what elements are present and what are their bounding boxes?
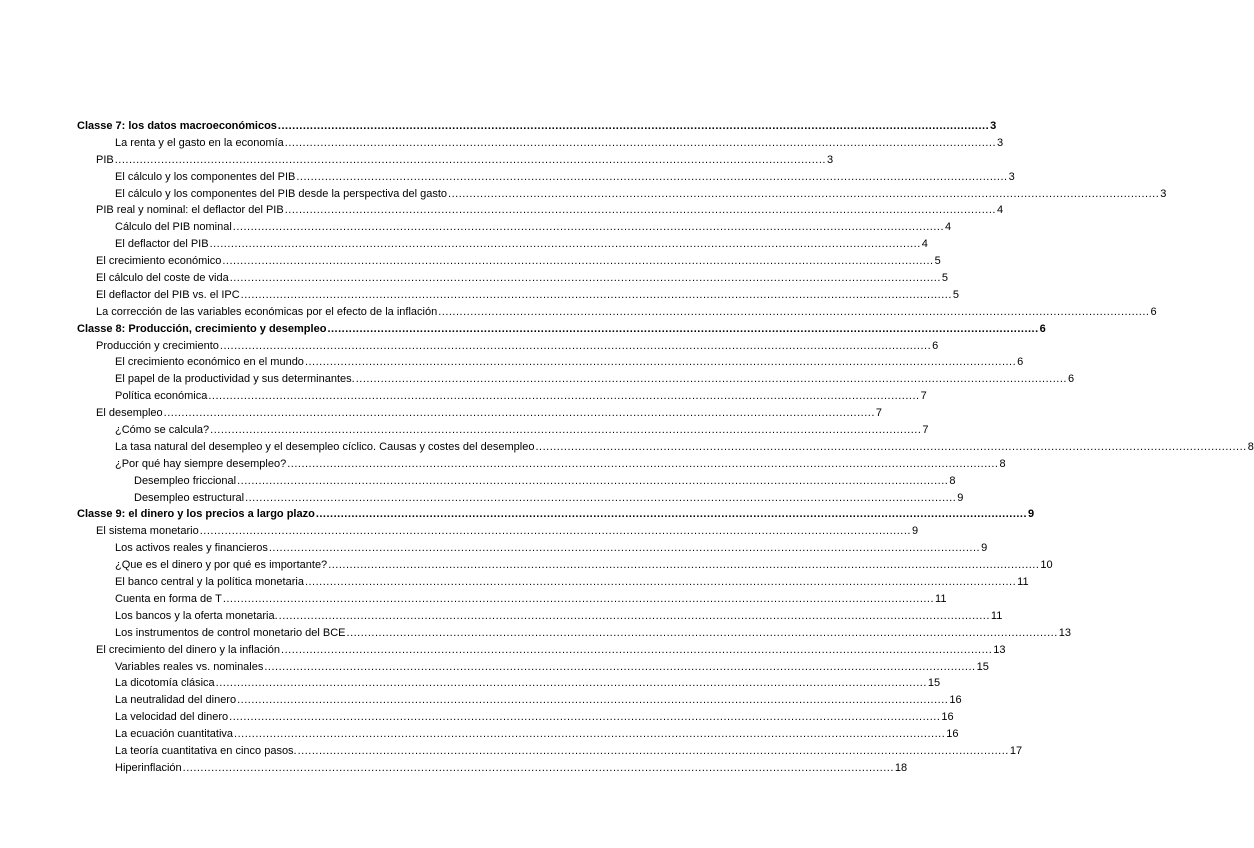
- toc-leader-dots: ........................................................................................................................................................................................................: [182, 761, 894, 774]
- toc-entry-title: La corrección de las variables económicas por el efecto de la inflación: [96, 305, 438, 318]
- toc-leader-dots: ........................................................................................................................................................................................................: [229, 272, 941, 285]
- toc-leader-dots: ........................................................................................................................................................................................................: [234, 728, 946, 741]
- toc-entry-title: PIB: [96, 153, 114, 166]
- toc-entry-page: 11: [990, 609, 1003, 622]
- toc-entry-title: El deflactor del PIB vs. el IPC: [96, 288, 240, 301]
- toc-entry-page: 6: [1150, 305, 1157, 318]
- toc-entry-page: 4: [945, 221, 952, 234]
- toc-entry[interactable]: [77, 642, 1006, 659]
- toc-entry-title: El sistema monetario: [96, 525, 199, 538]
- toc-entry-page: 8: [1247, 440, 1254, 453]
- toc-entry-page: 9: [957, 491, 964, 504]
- toc-entry-page: 16: [946, 728, 959, 741]
- toc-leader-dots: ........................................................................................................................................................................................................: [284, 204, 996, 217]
- toc-leader-dots: ........................................................................................................................................................................................................: [287, 457, 999, 470]
- toc-leader-dots: ........................................................................................................................................................................................................: [237, 474, 949, 487]
- toc-leader-dots: ........................................................................................................................................................................................................: [328, 559, 1040, 572]
- toc-entry-title: La neutralidad del dinero: [115, 694, 237, 707]
- toc-leader-dots: ........................................................................................................................................................................................................: [304, 356, 1017, 369]
- toc-entry-title: El crecimiento del dinero y la inflación: [96, 643, 281, 656]
- toc-leader-dots: ........................................................................................................................................................................................................: [355, 373, 1067, 386]
- toc-entry-page: 17: [1009, 744, 1023, 757]
- toc-leader-dots: ........................................................................................................................................................................................................: [240, 288, 952, 301]
- toc-leader-dots: ........................................................................................................................................................................................................: [327, 322, 1039, 335]
- toc-entry-page: 9: [911, 525, 919, 538]
- toc-entry[interactable]: [77, 236, 928, 253]
- toc-entry[interactable]: [77, 675, 941, 692]
- toc-entry[interactable]: [77, 253, 941, 270]
- toc-entry[interactable]: [77, 523, 919, 540]
- toc-entry[interactable]: [77, 490, 964, 507]
- toc-entry-page: 7: [875, 407, 883, 420]
- toc-leader-dots: ........................................................................................................................................................................................................: [264, 660, 976, 673]
- toc-entry-title: Classe 9: el dinero y los precios a largo plazo: [77, 508, 315, 521]
- toc-entry[interactable]: [77, 608, 1003, 625]
- toc-entry-title: El cálculo y los componentes del PIB: [115, 170, 296, 183]
- toc-leader-dots: ........................................................................................................................................................................................................: [208, 390, 920, 403]
- toc-entry-title: ¿Por qué hay siempre desempleo?: [115, 457, 287, 470]
- toc-entry[interactable]: [77, 186, 1167, 203]
- toc-entry[interactable]: [77, 422, 929, 439]
- toc-entry-page: 7: [920, 390, 927, 403]
- toc-entry-page: 5: [952, 288, 960, 301]
- toc-leader-dots: ........................................................................................................................................................................................................: [210, 424, 922, 437]
- toc-entry[interactable]: [77, 371, 1075, 388]
- toc-leader-dots: ........................................................................................................................................................................................................: [296, 170, 1008, 183]
- toc-leader-dots: ........................................................................................................................................................................................................: [199, 525, 911, 538]
- toc-entry-title: Hiperinflación: [115, 761, 182, 774]
- toc-leader-dots: ........................................................................................................................................................................................................: [277, 120, 990, 132]
- toc-entry[interactable]: [77, 287, 960, 304]
- toc-entry[interactable]: [77, 338, 939, 355]
- toc-entry[interactable]: [77, 760, 908, 777]
- toc-entry-page: 3: [826, 153, 834, 166]
- toc-leader-dots: ........................................................................................................................................................................................................: [215, 677, 927, 690]
- toc-entry[interactable]: [77, 304, 1157, 321]
- toc-entry-title: La teoría cuantitativa en cinco pasos.: [115, 744, 297, 757]
- toc-leader-dots: ........................................................................................................................................................................................................: [229, 711, 941, 724]
- toc-leader-dots: ........................................................................................................................................................................................................: [438, 305, 1150, 318]
- toc-leader-dots: ........................................................................................................................................................................................................: [219, 339, 932, 352]
- toc-leader-dots: ........................................................................................................................................................................................................: [245, 491, 957, 504]
- toc-leader-dots: ........................................................................................................................................................................................................: [346, 626, 1058, 639]
- toc-entry-title: Classe 8: Producción, crecimiento y desempleo: [77, 322, 327, 335]
- toc-entry-page: 3: [1160, 187, 1167, 200]
- toc-entry-title: El cálculo del coste de vida: [96, 272, 229, 285]
- toc-entry-title: Cuenta en forma de T: [115, 592, 222, 605]
- toc-leader-dots: ........................................................................................................................................................................................................: [304, 576, 1017, 589]
- toc-entry-page: 16: [941, 711, 954, 724]
- toc-entry-title: Cálculo del PIB nominal: [115, 221, 232, 234]
- toc-entry[interactable]: [77, 709, 954, 726]
- toc-entry[interactable]: [77, 219, 952, 236]
- toc-entry-title: La velocidad del dinero: [115, 711, 229, 724]
- toc-entry-title: La ecuación cuantitativa: [115, 728, 234, 741]
- toc-entry-title: La tasa natural del desempleo y el desempleo cíclico. Causas y costes del desempleo: [115, 440, 535, 453]
- toc-entry[interactable]: [77, 456, 1006, 473]
- toc-entry-title: El deflactor del PIB: [115, 238, 209, 251]
- toc-entry-title: Producción y crecimiento: [96, 339, 219, 352]
- toc-entry-title: El crecimiento económico: [96, 255, 222, 268]
- toc-entry-page: 13: [1058, 626, 1071, 639]
- toc-entry[interactable]: [77, 506, 1035, 523]
- toc-entry-page: 5: [941, 272, 949, 285]
- toc-entry[interactable]: [77, 557, 1053, 574]
- toc-entry-page: 15: [927, 677, 941, 690]
- toc-leader-dots: ........................................................................................................................................................................................................: [297, 744, 1009, 757]
- toc-entry[interactable]: [77, 625, 1071, 642]
- toc-entry[interactable]: [77, 726, 959, 743]
- toc-entry-page: 4: [921, 238, 928, 251]
- toc-entry-page: 18: [894, 761, 908, 774]
- toc-entry-page: 3: [1008, 170, 1015, 183]
- toc-entry-page: 8: [999, 457, 1006, 470]
- toc-entry-page: 3: [990, 120, 997, 132]
- toc-leader-dots: ........................................................................................................................................................................................................: [535, 440, 1247, 453]
- toc-entry-page: 4: [996, 204, 1004, 217]
- toc-entry[interactable]: [77, 659, 989, 676]
- toc-entry-title: Variables reales vs. nominales: [115, 660, 264, 673]
- toc-entry[interactable]: [77, 405, 883, 422]
- toc-leader-dots: ........................................................................................................................................................................................................: [222, 255, 934, 268]
- toc-entry-page: 16: [949, 694, 962, 707]
- toc-entry-title: El cálculo y los componentes del PIB desde la perspectiva del gasto: [115, 187, 448, 200]
- toc-leader-dots: ........................................................................................................................................................................................................: [278, 609, 990, 622]
- toc-leader-dots: ........................................................................................................................................................................................................: [237, 694, 949, 707]
- toc-entry-title: Classe 7: los datos macroeconómicos: [77, 120, 277, 132]
- toc-leader-dots: ........................................................................................................................................................................................................: [163, 407, 875, 420]
- toc-entry-title: Los bancos y la oferta monetaria.: [115, 609, 278, 622]
- toc-leader-dots: ........................................................................................................................................................................................................: [315, 508, 1028, 521]
- toc-entry[interactable]: [77, 473, 956, 490]
- toc-entry-title: Desempleo friccional: [134, 474, 237, 487]
- toc-entry-page: 6: [1017, 356, 1024, 369]
- toc-entry-title: La dicotomía clásica: [115, 677, 215, 690]
- toc-leader-dots: ........................................................................................................................................................................................................: [222, 592, 935, 605]
- toc-entry[interactable]: [77, 270, 949, 287]
- toc-entry[interactable]: [77, 135, 1004, 152]
- toc-entry-page: 11: [935, 592, 947, 605]
- table-of-contents: [77, 118, 1254, 777]
- toc-entry-title: ¿Que es el dinero y por qué es importante?: [115, 559, 328, 572]
- toc-entry-page: 13: [993, 643, 1006, 656]
- toc-entry[interactable]: [77, 354, 1024, 371]
- toc-leader-dots: ........................................................................................................................................................................................................: [114, 153, 826, 166]
- toc-entry[interactable]: [77, 439, 1254, 456]
- toc-entry[interactable]: [77, 118, 997, 135]
- toc-entry-title: Política económica: [115, 390, 208, 403]
- toc-entry-page: 9: [1028, 508, 1035, 521]
- toc-entry-title: El papel de la productividad y sus determinantes.: [115, 373, 355, 386]
- toc-entry-page: 8: [949, 474, 956, 487]
- toc-entry-page: 6: [932, 339, 939, 352]
- toc-entry-title: Desempleo estructural: [134, 491, 245, 504]
- toc-entry[interactable]: [77, 152, 834, 169]
- toc-entry-title: Los instrumentos de control monetario del BCE: [115, 626, 346, 639]
- toc-entry-page: 5: [934, 255, 941, 268]
- toc-leader-dots: ........................................................................................................................................................................................................: [284, 136, 997, 149]
- toc-entry-title: El crecimiento económico en el mundo: [115, 356, 304, 369]
- toc-leader-dots: ........................................................................................................................................................................................................: [268, 542, 981, 555]
- toc-entry[interactable]: [77, 591, 947, 608]
- toc-leader-dots: ........................................................................................................................................................................................................: [209, 238, 921, 251]
- toc-entry[interactable]: [77, 169, 1015, 186]
- toc-entry-page: 6: [1039, 322, 1046, 335]
- toc-entry-title: Los activos reales y financieros: [115, 542, 268, 555]
- toc-leader-dots: ........................................................................................................................................................................................................: [232, 221, 945, 234]
- toc-entry-page: 7: [922, 424, 929, 437]
- toc-entry[interactable]: [77, 692, 962, 709]
- toc-entry[interactable]: [77, 540, 988, 557]
- toc-entry[interactable]: [77, 574, 1029, 591]
- toc-entry-page: 3: [997, 136, 1004, 149]
- toc-entry[interactable]: [77, 743, 1023, 760]
- toc-entry[interactable]: [77, 202, 1004, 219]
- toc-entry-title: El desempleo: [96, 407, 163, 420]
- toc-entry-title: ¿Cómo se calcula?: [115, 424, 210, 437]
- toc-entry-title: El banco central y la política monetaria: [115, 576, 304, 589]
- toc-entry-page: 9: [981, 542, 988, 555]
- toc-entry[interactable]: [77, 388, 927, 405]
- toc-entry-title: La renta y el gasto en la economía: [115, 136, 284, 149]
- toc-leader-dots: ........................................................................................................................................................................................................: [448, 187, 1160, 200]
- toc-entry-page: 11: [1017, 576, 1029, 589]
- toc-entry-page: 10: [1040, 559, 1053, 572]
- toc-leader-dots: ........................................................................................................................................................................................................: [281, 643, 993, 656]
- toc-entry-page: 6: [1067, 373, 1075, 386]
- toc-entry-title: PIB real y nominal: el deflactor del PIB: [96, 204, 284, 217]
- toc-entry-page: 15: [976, 660, 989, 673]
- toc-entry[interactable]: [77, 321, 1046, 338]
